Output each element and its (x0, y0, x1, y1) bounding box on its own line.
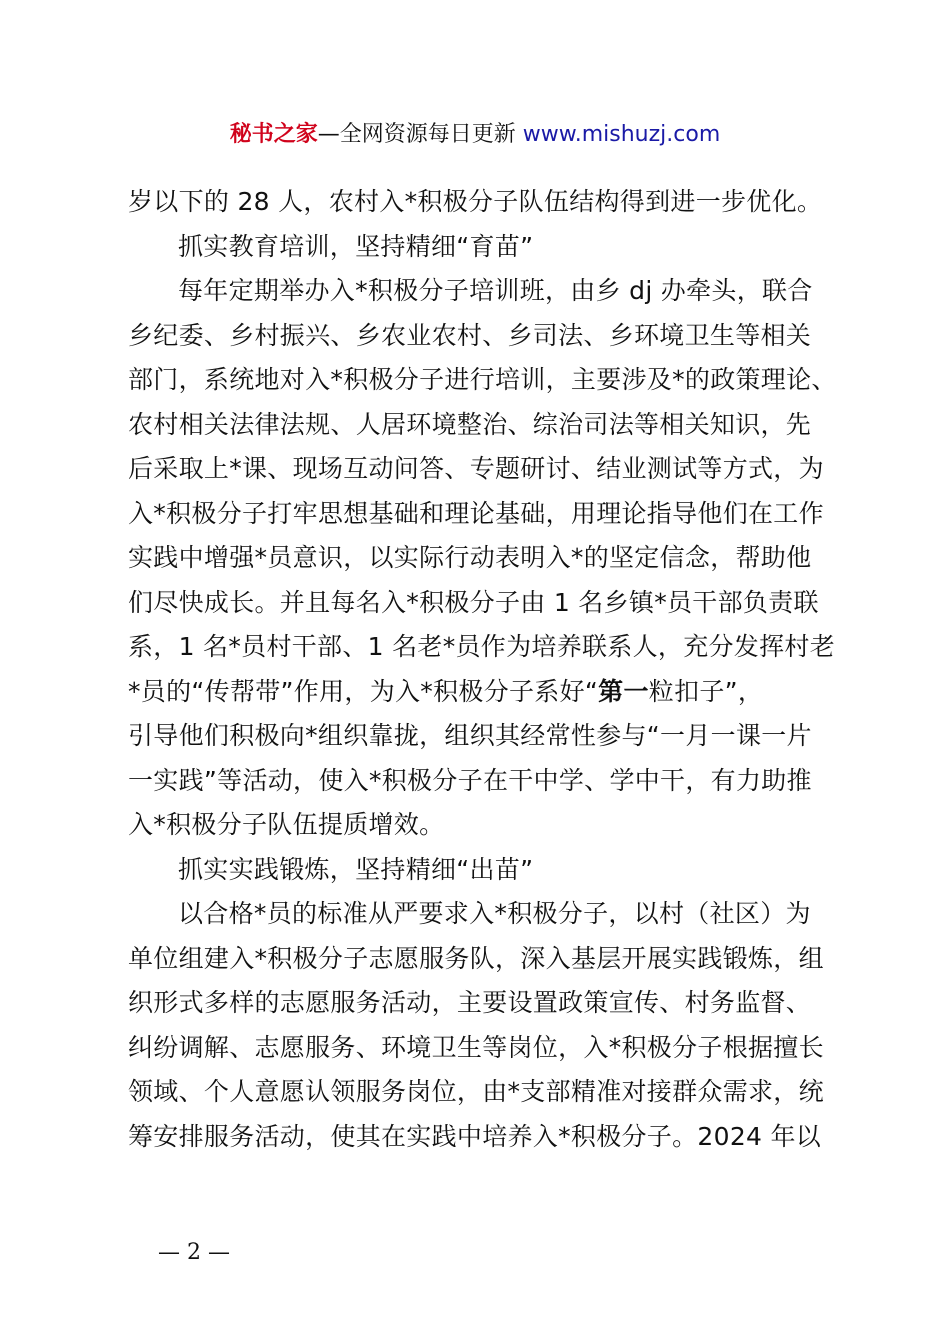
section-heading-practice: 抓实实践锻炼，坚持精细“出苗” (178, 854, 534, 884)
paragraph-line: 入*积极分子打牢思想基础和理论基础，用理论指导他们在工作 (128, 498, 824, 528)
paragraph-line: 系，1 名*员村干部、1 名老*员作为培养联系人，充分发挥村老 (128, 632, 836, 661)
paragraph-line: 以合格*员的标准从严要求入*积极分子，以村（社区）为 (178, 899, 811, 928)
emphasis-text: 第一 (598, 676, 649, 706)
page-number: — 2 — (158, 1240, 230, 1265)
paragraph-line: 筹安排服务活动，使其在实践中培养入*积极分子。2024 年以 (128, 1121, 822, 1151)
site-slogan: —全网资源每日更新 (317, 122, 516, 147)
paragraph-line: 引导他们积极向*组织靠拢，组织其经常性参与“一月一课一片 (128, 721, 812, 750)
paragraph-line: 岁以下的 28 人，农村入*积极分子队伍结构得到进一步优化。 (128, 187, 823, 216)
document-body (128, 180, 840, 1159)
paragraph-line: 入*积极分子队伍提质增效。 (128, 810, 445, 839)
paragraph-line: 实践中增强*员意识，以实际行动表明入*的坚定信念，帮助他 (128, 543, 812, 572)
paragraph-line: 每年定期举办入*积极分子培训班，由乡 dj 办牵头，联合 (178, 276, 813, 305)
paragraph-line-with-emphasis (128, 670, 840, 715)
paragraph-line: 们尽快成长。并且每名入*积极分子由 1 名乡镇*员干部负责联 (128, 587, 819, 617)
line-text-after: 粒扣子”， (648, 676, 764, 706)
paragraph-line: 领域、个人意愿认领服务岗位，由*支部精准对接群众需求，统 (128, 1077, 824, 1106)
paragraph-line: 单位组建入*积极分子志愿服务队，深入基层开展实践锻炼，组 (128, 943, 824, 973)
site-header (0, 118, 950, 152)
site-url-link[interactable]: www.mishuzj.com (522, 122, 721, 147)
paragraph-line: 部门，系统地对入*积极分子进行培训，主要涉及*的政策理论、 (128, 365, 837, 394)
paragraph-line: 织形式多样的志愿服务活动，主要设置政策宣传、村务监督、 (128, 988, 812, 1017)
paragraph-line: 后采取上*课、现场互动问答、专题研讨、结业测试等方式，为 (128, 454, 824, 483)
paragraph-line: 农村相关法律法规、人居环境整治、综治司法等相关知识，先 (128, 409, 812, 439)
paragraph-line: 乡纪委、乡村振兴、乡农业农村、乡司法、乡环境卫生等相关 (128, 320, 812, 350)
site-brand: 秘书之家 (229, 122, 318, 147)
paragraph-line: 纠纷调解、志愿服务、环境卫生等岗位，入*积极分子根据擅长 (128, 1032, 824, 1062)
section-heading-education: 抓实教育培训，坚持精细“育苗” (178, 231, 534, 261)
paragraph-line: 一实践”等活动，使入*积极分子在干中学、学中干，有力助推 (128, 765, 812, 795)
line-text-before: *员的“传帮带”作用，为入*积极分子系好“ (128, 676, 599, 706)
